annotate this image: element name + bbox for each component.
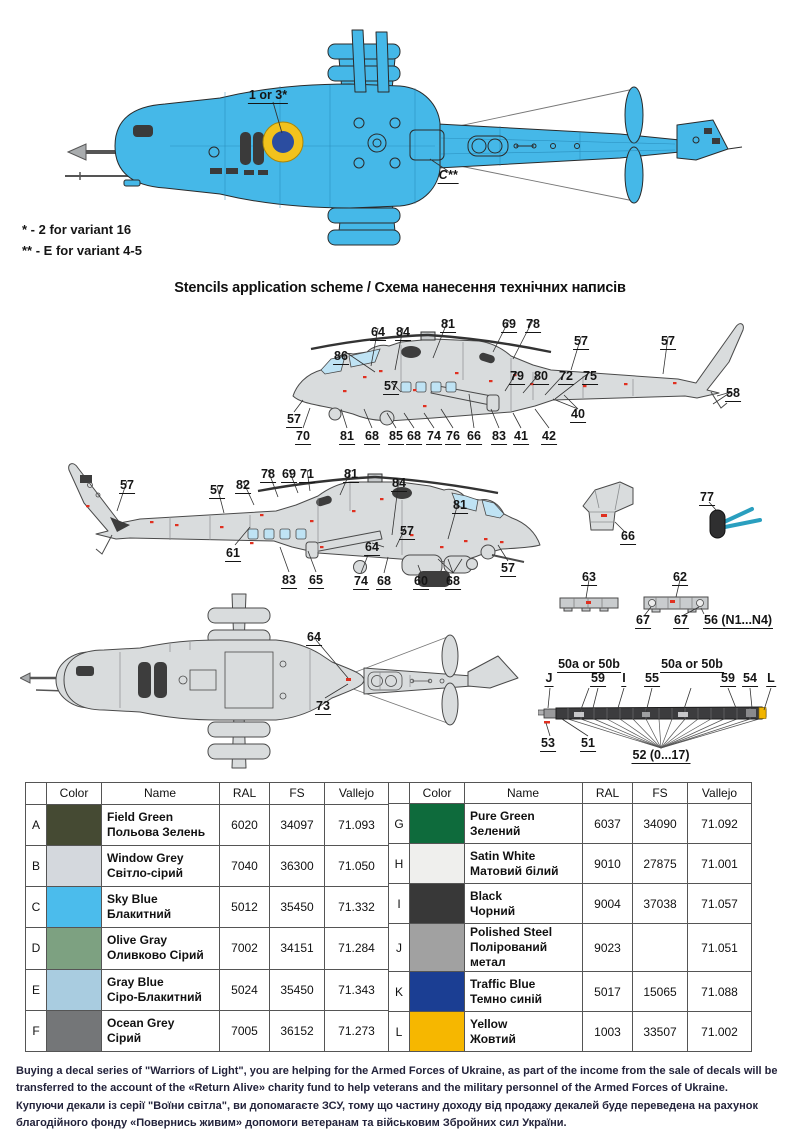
- callout: 81: [453, 498, 467, 512]
- callout: 84: [396, 325, 410, 339]
- fs-value: 34097: [270, 804, 325, 845]
- fs-value: 34151: [270, 928, 325, 969]
- table-header-row: [26, 783, 389, 805]
- callout: 84: [392, 476, 406, 490]
- header-name: Name: [465, 783, 583, 804]
- page-title: Stencils application scheme / Схема нанесення технічних написів: [174, 280, 626, 296]
- row-letter: E: [26, 969, 47, 1010]
- callout: 63: [582, 570, 596, 584]
- fs-value: [633, 924, 688, 972]
- header-letter: [389, 783, 410, 804]
- color-swatch: [47, 887, 102, 928]
- callout: L: [767, 671, 775, 685]
- vallejo-value: 71.088: [688, 972, 752, 1012]
- color-name: Traffic Blue Темно синій: [465, 972, 583, 1012]
- callout: 83: [492, 429, 506, 443]
- table-row: [26, 887, 389, 928]
- header-letter: [26, 783, 47, 805]
- ral-value: 9023: [583, 924, 633, 972]
- callout: 40: [571, 407, 585, 421]
- callout: 57: [287, 412, 301, 426]
- header-color: Color: [410, 783, 465, 804]
- callout: 78: [526, 317, 540, 331]
- callout: 42: [542, 429, 556, 443]
- row-letter: H: [389, 844, 410, 884]
- table-row: [26, 804, 389, 845]
- row-letter: B: [26, 845, 47, 886]
- ral-value: 7040: [220, 845, 270, 886]
- callout: 66: [621, 529, 635, 543]
- header-color: Color: [47, 783, 102, 805]
- ral-value: 5012: [220, 887, 270, 928]
- fs-value: 36152: [270, 1010, 325, 1051]
- callout: 50a or 50b: [558, 657, 620, 671]
- callout: 59: [721, 671, 735, 685]
- table-row: [26, 928, 389, 969]
- callout: 60: [414, 574, 428, 588]
- callout: 74: [427, 429, 441, 443]
- callout: 82: [236, 478, 250, 492]
- callout: 68: [377, 574, 391, 588]
- variant-note-1: * - 2 for variant 16: [22, 222, 132, 237]
- color-name: Olive Gray Оливково Сірий: [102, 928, 220, 969]
- fs-value: 27875: [633, 844, 688, 884]
- callout: 79: [510, 369, 524, 383]
- callout: 68: [446, 574, 460, 588]
- callout: 69: [502, 317, 516, 331]
- color-name: Ocean Grey Сірий: [102, 1010, 220, 1051]
- vallejo-value: 71.002: [688, 1012, 752, 1052]
- row-letter: L: [389, 1012, 410, 1052]
- row-letter: A: [26, 804, 47, 845]
- ral-value: 9004: [583, 884, 633, 924]
- callout: 83: [282, 573, 296, 587]
- callout: 51: [581, 736, 595, 750]
- callout: 64: [365, 540, 379, 554]
- callout: 64: [371, 325, 385, 339]
- fs-value: 36300: [270, 845, 325, 886]
- vallejo-value: 71.332: [325, 887, 389, 928]
- callout: 71: [300, 467, 314, 481]
- ral-value: 7005: [220, 1010, 270, 1051]
- callout: 76: [446, 429, 460, 443]
- helicopter-bottom-view-grey-drawing: [20, 592, 520, 772]
- vallejo-value: 71.057: [688, 884, 752, 924]
- header-vallejo: Vallejo: [688, 783, 752, 804]
- callout: 52 (0...17): [632, 748, 690, 762]
- header-ral: RAL: [220, 783, 270, 805]
- callout: J: [545, 671, 553, 685]
- callout: 78: [261, 467, 275, 481]
- color-swatch: [410, 884, 465, 924]
- vallejo-value: 71.001: [688, 844, 752, 884]
- callout-c: C**: [438, 168, 458, 182]
- ral-value: 6037: [583, 804, 633, 844]
- color-swatch: [47, 928, 102, 969]
- callout: 69: [282, 467, 296, 481]
- callout: 66: [467, 429, 481, 443]
- color-table: [25, 782, 775, 1052]
- row-letter: J: [389, 924, 410, 972]
- callout: 62: [673, 570, 687, 584]
- color-table-left: [25, 782, 389, 1052]
- color-name: Gray Blue Сіро-Блакитний: [102, 969, 220, 1010]
- color-swatch: [410, 972, 465, 1012]
- callout: 68: [365, 429, 379, 443]
- header-fs: FS: [633, 783, 688, 804]
- callout: 68: [407, 429, 421, 443]
- row-letter: K: [389, 972, 410, 1012]
- callout: 54: [743, 671, 757, 685]
- callout: 57: [501, 561, 515, 575]
- callout: 75: [583, 369, 597, 383]
- ral-value: 7002: [220, 928, 270, 969]
- ral-value: 5017: [583, 972, 633, 1012]
- color-name: Sky Blue Блакитний: [102, 887, 220, 928]
- callout: 77: [700, 490, 714, 504]
- color-swatch: [410, 804, 465, 844]
- ral-value: 1003: [583, 1012, 633, 1052]
- color-name: Polished Steel Полірований метал: [465, 924, 583, 972]
- callout: 57: [210, 483, 224, 497]
- color-swatch: [47, 969, 102, 1010]
- fs-value: 15065: [633, 972, 688, 1012]
- color-swatch: [410, 1012, 465, 1052]
- vallejo-value: 71.284: [325, 928, 389, 969]
- color-swatch: [410, 844, 465, 884]
- table-row: [389, 804, 752, 844]
- row-letter: F: [26, 1010, 47, 1051]
- fs-value: 35450: [270, 887, 325, 928]
- ral-value: 9010: [583, 844, 633, 884]
- callout: 81: [441, 317, 455, 331]
- color-swatch: [47, 1010, 102, 1051]
- callout: 67: [636, 613, 650, 627]
- color-name: Black Чорний: [465, 884, 583, 924]
- footer-text-en: Buying a decal series of "Warriors of Light", you are helping for the Armed Forces of Ukraine, as part of the income from the sale of decals will be transferred to the account of the «Return Alive» charity fund to help veterans and the military personnel of the Armed Forces of Ukraine.: [16, 1065, 778, 1094]
- callout: 57: [574, 334, 588, 348]
- fs-value: 34090: [633, 804, 688, 844]
- callout: 57: [400, 524, 414, 538]
- callout: 64: [307, 630, 321, 644]
- fs-value: 37038: [633, 884, 688, 924]
- header-ral: RAL: [583, 783, 633, 804]
- vallejo-value: 71.092: [688, 804, 752, 844]
- callout: 57: [120, 478, 134, 492]
- callout: 67: [674, 613, 688, 627]
- callout: 50a or 50b: [661, 657, 723, 671]
- fs-value: 35450: [270, 969, 325, 1010]
- row-letter: G: [389, 804, 410, 844]
- table-row: [26, 1010, 389, 1051]
- vallejo-value: 71.273: [325, 1010, 389, 1051]
- color-name: Yellow Жовтий: [465, 1012, 583, 1052]
- callout: 61: [226, 546, 240, 560]
- table-row: [389, 884, 752, 924]
- header-vallejo: Vallejo: [325, 783, 389, 805]
- callout: 55: [645, 671, 659, 685]
- table-row: [26, 969, 389, 1010]
- header-name: Name: [102, 783, 220, 805]
- table-row: [389, 844, 752, 884]
- vallejo-value: 71.343: [325, 969, 389, 1010]
- callout: 59: [591, 671, 605, 685]
- color-name: Pure Green Зелений: [465, 804, 583, 844]
- color-swatch: [47, 845, 102, 886]
- fs-value: 33507: [633, 1012, 688, 1052]
- variant-note-2: ** - E for variant 4-5: [22, 243, 142, 258]
- color-table-right: [388, 782, 752, 1052]
- callout: 57: [384, 379, 398, 393]
- callout: 72: [559, 369, 573, 383]
- vallejo-value: 71.093: [325, 804, 389, 845]
- callout: 80: [534, 369, 548, 383]
- callout: 81: [344, 467, 358, 481]
- ral-value: 6020: [220, 804, 270, 845]
- callout: 73: [316, 699, 330, 713]
- color-name: Window Grey Світло-сірий: [102, 845, 220, 886]
- table-row: [389, 972, 752, 1012]
- callout: 86: [334, 349, 348, 363]
- ral-value: 5024: [220, 969, 270, 1010]
- color-name: Satin White Матовий білий: [465, 844, 583, 884]
- callout-roundel: 1 or 3*: [248, 88, 288, 102]
- callout: 58: [726, 386, 740, 400]
- footer-text-uk: Купуючи декали із серії "Воїни світла", ви допомагаєте ЗСУ, тому що частину доходу від продажу декалей буде переведена на рахунок благодійного фонду «Повернись живим» допомоги ветеранам та військовим Збройних сил України.: [16, 1100, 758, 1129]
- table-row: [26, 845, 389, 886]
- callout: I: [622, 671, 626, 685]
- callout: 41: [514, 429, 528, 443]
- table-row: [389, 924, 752, 972]
- callout: 74: [354, 574, 368, 588]
- callout: 57: [661, 334, 675, 348]
- row-letter: D: [26, 928, 47, 969]
- callout: 85: [389, 429, 403, 443]
- callout: 56 (N1...N4): [704, 613, 773, 627]
- header-fs: FS: [270, 783, 325, 805]
- callout: 70: [296, 429, 310, 443]
- helicopter-top-view-blue-drawing: [20, 28, 765, 263]
- vallejo-value: 71.051: [688, 924, 752, 972]
- color-swatch: [410, 924, 465, 972]
- callout: 81: [340, 429, 354, 443]
- row-letter: C: [26, 887, 47, 928]
- row-letter: I: [389, 884, 410, 924]
- color-name: Field Green Польова Зелень: [102, 804, 220, 845]
- vallejo-value: 71.050: [325, 845, 389, 886]
- table-row: [389, 1012, 752, 1052]
- color-swatch: [47, 804, 102, 845]
- table-header-row: [389, 783, 752, 804]
- callout: 53: [541, 736, 555, 750]
- callout: 65: [309, 573, 323, 587]
